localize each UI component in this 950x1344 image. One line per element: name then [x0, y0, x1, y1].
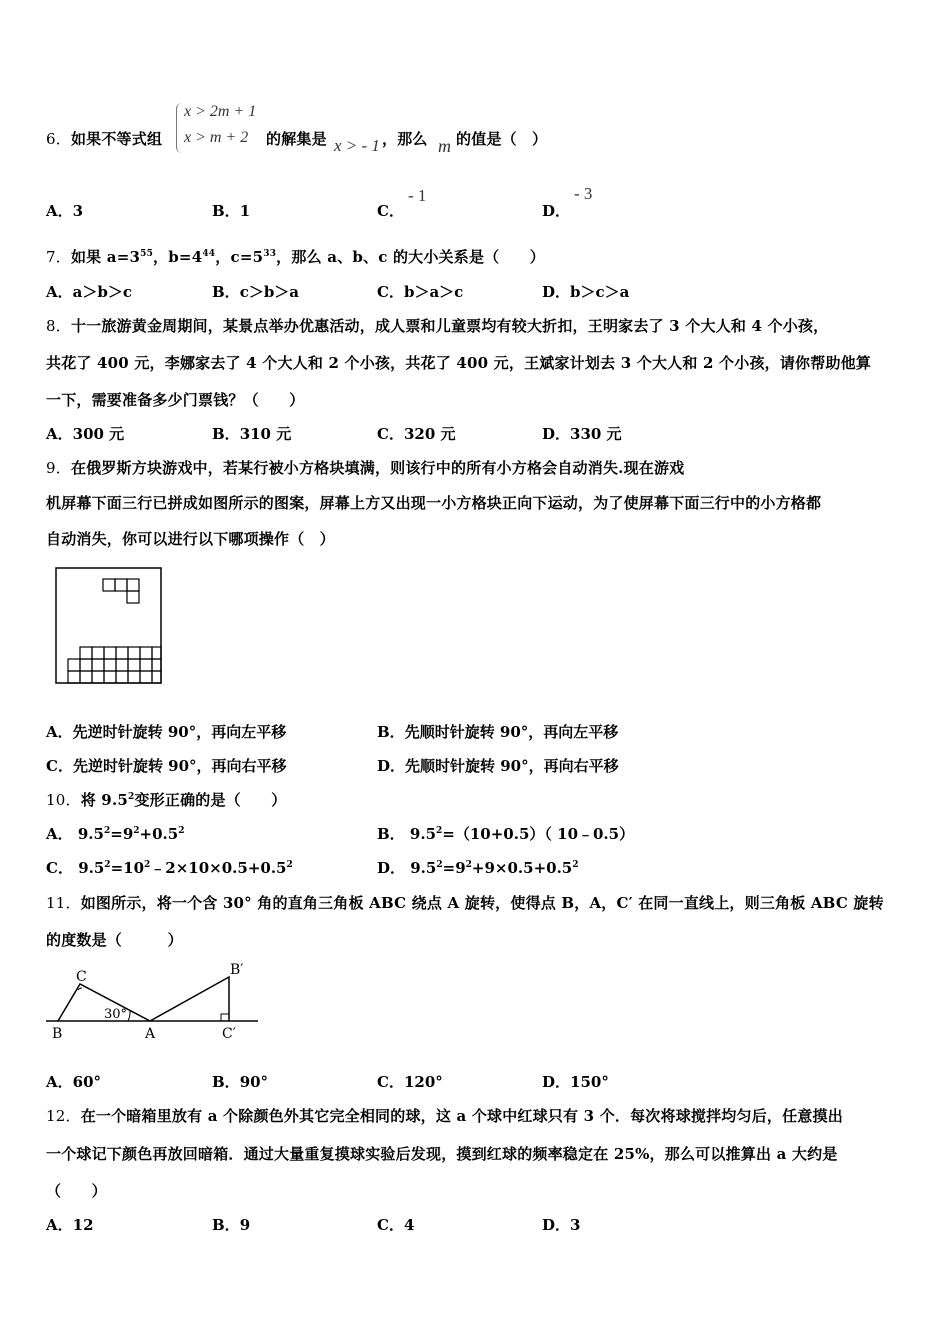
option-d[interactable]: D．3	[542, 1216, 581, 1234]
option-b[interactable]: B．9	[212, 1216, 251, 1234]
question-number: 12．	[46, 1107, 81, 1125]
label-c: C	[76, 969, 87, 985]
question-text-mid2: ，那么	[382, 130, 428, 148]
tetris-figure	[55, 567, 165, 687]
question-number: 9．	[46, 459, 71, 477]
option-c[interactable]: C．120°	[377, 1073, 443, 1091]
option-d[interactable]: D．330 元	[542, 425, 622, 443]
label-c-prime: C′	[222, 1026, 236, 1042]
question-number: 10．	[46, 791, 81, 809]
option-c[interactable]: C．4	[377, 1216, 415, 1234]
solution-set: x > - 1	[334, 136, 380, 155]
option-a[interactable]: A．300 元	[46, 425, 125, 443]
inequality-system	[176, 103, 266, 155]
option-a[interactable]: A． $9.5^2=9^2+0.5^2$	[46, 825, 185, 843]
option-b[interactable]: B．1	[212, 202, 251, 220]
label-b-prime: B′	[230, 962, 244, 978]
question-number: 7．	[46, 248, 71, 266]
option-d[interactable]: D．b＞c＞a	[542, 283, 630, 301]
option-d[interactable]: D． $9.5^2=9^2+9\times 0.5+0.5^2$	[377, 859, 579, 877]
question-number: 6．	[46, 130, 71, 148]
inequality-2: x > m + 2	[184, 129, 249, 146]
label-angle: 30°	[104, 1007, 128, 1022]
brace-icon	[176, 103, 183, 153]
option-b[interactable]: B． $9.5^2=(10+0.5)$（ 10﹣0.5）	[377, 825, 635, 843]
question-text: 如果不等式组	[70, 130, 163, 148]
option-c[interactable]: C．b＞a＞c	[377, 283, 464, 301]
option-c[interactable]: C．	[377, 202, 404, 220]
question-number: 8．	[46, 317, 71, 335]
option-a[interactable]: A．3	[46, 202, 84, 220]
inequality-1: x > 2m + 1	[184, 103, 257, 120]
option-c[interactable]: C． $9.5^2=10^2﹣2\times 10\times 0.5+0.5^2$	[46, 859, 293, 877]
option-a[interactable]: A．12	[46, 1216, 94, 1234]
question-text-after: 的值是（ ）	[456, 130, 548, 148]
triangle-rotation-figure	[44, 957, 264, 1047]
variable-m: m	[438, 136, 451, 156]
question-text-mid: 的解集是	[266, 130, 327, 148]
option-b[interactable]: B．先顺时针旋转 90°，再向左平移	[377, 723, 619, 741]
label-a: A	[145, 1026, 156, 1042]
question-number: 11．	[46, 894, 81, 912]
option-c[interactable]: C．320 元	[377, 425, 456, 443]
option-d[interactable]: D．	[542, 202, 571, 220]
option-b[interactable]: B．310 元	[212, 425, 292, 443]
option-c[interactable]: C．先逆时针旋转 90°，再向右平移	[46, 757, 287, 775]
option-d-value: - 3	[574, 184, 593, 203]
option-c-value: - 1	[408, 186, 427, 205]
option-d[interactable]: D．先顺时针旋转 90°，再向右平移	[377, 757, 619, 775]
option-a[interactable]: A．60°	[46, 1073, 102, 1091]
label-b: B	[52, 1026, 63, 1042]
option-b[interactable]: B．c＞b＞a	[212, 283, 300, 301]
option-d[interactable]: D．150°	[542, 1073, 609, 1091]
option-a[interactable]: A．a＞b＞c	[46, 283, 132, 301]
option-a[interactable]: A．先逆时针旋转 90°，再向左平移	[46, 723, 287, 741]
option-b[interactable]: B．90°	[212, 1073, 269, 1091]
